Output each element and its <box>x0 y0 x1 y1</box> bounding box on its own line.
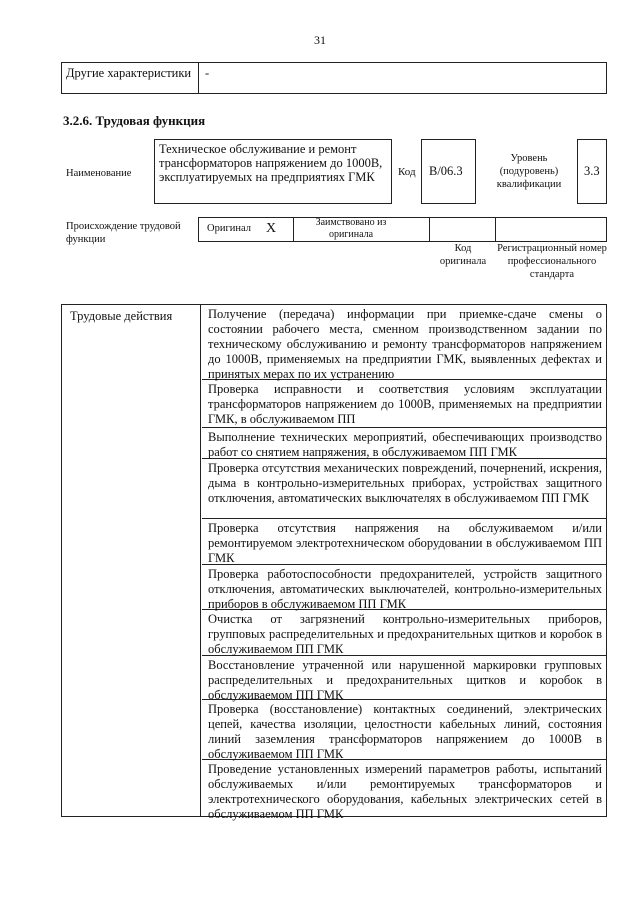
section-title: 3.2.6. Трудовая функция <box>63 113 206 128</box>
code-label: Код <box>398 166 416 178</box>
list-item: Восстановление утраченной или нарушенной маркировки групповых распределительных и предохранительных щитков и коробок в обслуживаемом ПП ГМК <box>202 656 606 700</box>
list-item: Проверка исправности и соответствия условиям эксплуатации трансформаторов напряжением до 1000В, применяемых на предприятии ГМК, в обслуживаемом ПП <box>202 380 606 428</box>
original-mark: X <box>266 221 277 236</box>
list-item: Очистка от загрязнений контрольно-измерительных приборов, групповых распределительных и предохранительных щитков и коробок в обслуживаемом ПП ГМК <box>202 610 606 656</box>
other-characteristics-label: Другие характеристики <box>62 63 199 93</box>
list-item: Получение (передача) информации при приемке-сдаче смены о состоянии рабочего места, сменном производственном задании по техническому обслуживанию и ремонту трансформаторов напряжением до 1000В, применяемых на предприятии ГМК, выявленных дефектах и принятых мерах по их устранению <box>202 305 606 380</box>
page-number: 31 <box>314 33 326 47</box>
labor-actions-label: Трудовые действия <box>62 305 201 816</box>
origin-table <box>198 217 607 242</box>
list-item: Проверка работоспособности предохранителей, устройств защитного отключения, автоматических выключателей, контрольно-измерительных приборов в обслуживаемом ПП ГМК <box>202 565 606 610</box>
name-label: Наименование <box>66 168 132 179</box>
list-item: Проведение установленных измерений параметров работы, испытаний обслуживаемых и/или ремонтируемых трансформаторов и электротехнического оборудования, кабельных электрических сетей в обслуживаемом ПП ГМК <box>208 762 602 821</box>
labor-actions-table <box>61 304 607 821</box>
list-item: Проверка (восстановление) контактных соединений, электрических цепей, качества изоляции, целостности кабельных линий, состояния линий заземления трансформаторов напряжением до 1000В в обслуживаемом ПП ГМК <box>202 700 606 760</box>
list-item: Проверка отсутствия напряжения на обслуживаемом и/или ремонтируемом электротехническом оборудовании в обслуживаемом ПП ГМК <box>202 519 606 565</box>
function-name: Техническое обслуживание и ремонт трансформаторов напряжением до 1000В, эксплуатируемых на предприятиях ГМК <box>154 139 392 204</box>
other-characteristics-table <box>61 62 607 94</box>
qualification-level-label: Уровень (подуровень) квалификации <box>496 153 562 190</box>
code-original-label: Код оригинала <box>439 243 487 267</box>
original-label: Оригинал <box>207 223 251 234</box>
qualification-level: 3.3 <box>577 139 607 204</box>
borrowed-label: Заимствовано из оригинала <box>315 217 387 240</box>
origin-label: Происхождение трудовой функции <box>66 221 181 245</box>
list-item: Выполнение технических мероприятий, обеспечивающих производство работ со снятием напряжения, в обслуживаемом ПП ГМК <box>202 428 606 459</box>
function-code: B/06.3 <box>421 139 476 204</box>
reg-number-label: Регистрационный номер профессионального стандарта <box>497 243 607 280</box>
other-characteristics-value: - <box>205 66 210 80</box>
list-item: Проверка отсутствия механических повреждений, почернений, искрения, дыма в контрольно-измерительных приборах, устройствах защитного отключения, автоматических выключателях в обслуживаемом ПП ГМК <box>202 459 606 519</box>
